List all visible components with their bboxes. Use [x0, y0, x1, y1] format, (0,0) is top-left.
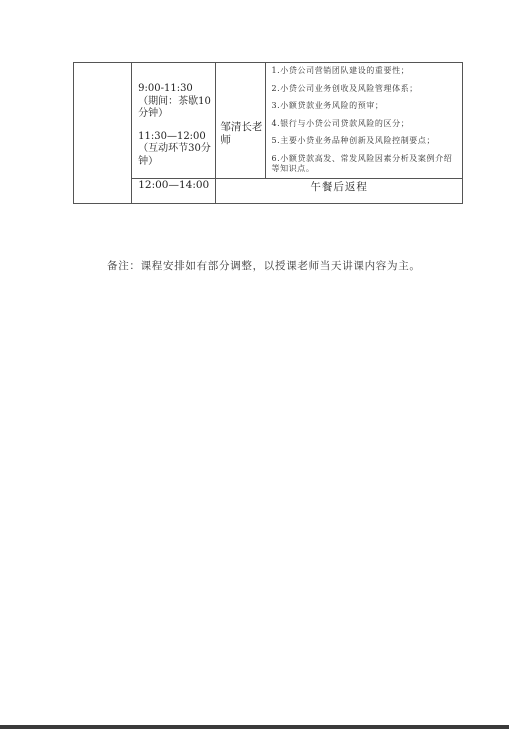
content-item: 2.小贷公司业务创收及风险管理体系；	[271, 83, 418, 93]
content-item: 5.主要小贷业务品种创新及风险控制要点；	[271, 136, 436, 146]
teacher-cell: 邹清长老师	[216, 63, 266, 179]
content-item: 6.小额贷款高发、常发风险因素分析及案例介绍等知识点。	[271, 153, 453, 173]
date-cell	[74, 63, 132, 204]
time-block-interactive: 11:30—12:00（互动环节30分钟）	[138, 130, 211, 167]
lunch-activity-cell: 午餐后返程	[216, 179, 463, 204]
bottom-border-bar	[0, 725, 509, 729]
table-row	[74, 63, 463, 179]
schedule-table	[73, 62, 463, 204]
remark-note: 备注：课程安排如有部分调整，以授课老师当天讲课内容为主。	[107, 260, 421, 272]
content-item: 4.银行与小贷公司贷款风险的区分；	[271, 118, 410, 128]
lunch-time-cell: 12:00—14:00	[132, 179, 216, 204]
content-item: 1.小贷公司营销团队建设的重要性；	[271, 66, 410, 75]
time-cell	[132, 63, 216, 179]
content-cell	[266, 63, 463, 179]
time-block-morning: 9:00-11:30（期间：茶歇10分钟）	[138, 83, 211, 119]
table-row	[74, 179, 463, 204]
content-item: 3.小额贷款业务风险的预审；	[271, 101, 384, 111]
